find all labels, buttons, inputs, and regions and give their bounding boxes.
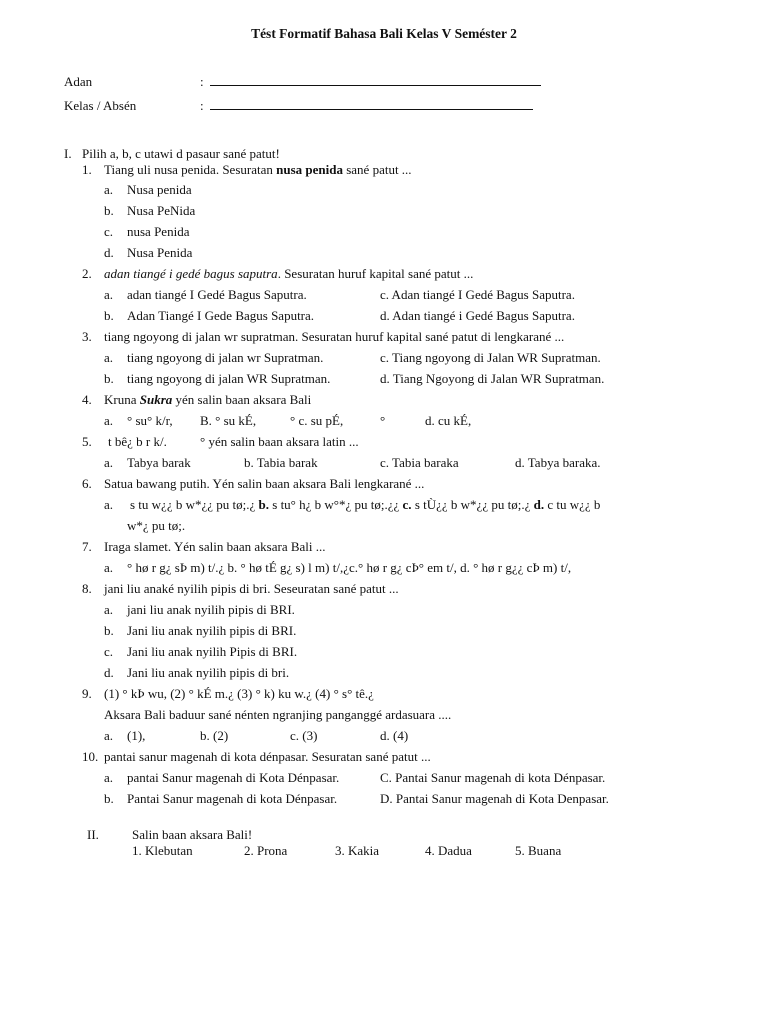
- q10-text: pantai sanur magenah di kota dénpasar. Sesuratan sané patut ...: [104, 749, 431, 764]
- section2-number: II.: [87, 827, 99, 842]
- q1-option-c[interactable]: nusa Penida: [127, 224, 190, 239]
- q4-option-d[interactable]: d. cu kÉ,: [425, 413, 472, 428]
- q3-text: tiang ngoyong di jalan wr supratman. Sesuratan huruf kapital sané patut di lengkarané ...: [104, 329, 565, 344]
- q3-option-c[interactable]: c. Tiang ngoyong di Jalan WR Supratman.: [380, 350, 601, 365]
- q9-script-line: (1) ° kÞ wu, (2) ° kÉ m.¿ (3) ° k) ku w.¿ (4) ° s° tê.¿: [104, 686, 374, 701]
- q1-number: 1.: [82, 162, 92, 177]
- q7-number: 7.: [82, 539, 92, 554]
- q10-number: 10.: [82, 749, 99, 764]
- q5-option-c[interactable]: c. Tabia baraka: [380, 455, 459, 470]
- section1-number: I.: [64, 146, 72, 161]
- option-letter: a.: [104, 287, 114, 302]
- name-field[interactable]: [210, 74, 541, 90]
- option-letter: a.: [104, 455, 114, 470]
- option-letter: d.: [104, 245, 114, 260]
- section2-item: 4. Dadua: [425, 843, 472, 858]
- option-letter: a.: [104, 728, 114, 743]
- q4-number: 4.: [82, 392, 92, 407]
- q2-option-a[interactable]: adan tiangé I Gedé Bagus Saputra.: [127, 287, 307, 302]
- option-letter: b.: [104, 203, 114, 218]
- section1-instruction: Pilih a, b, c utawi d pasaur sané patut!: [82, 146, 280, 161]
- section2-item: 5. Buana: [515, 843, 562, 858]
- q10-option-d[interactable]: D. Pantai Sanur magenah di Kota Denpasar.: [380, 791, 609, 806]
- q8-text: jani liu anaké nyilih pipis di bri. Seseuratan sané patut ...: [104, 581, 399, 596]
- q5-text-script: t bê¿ b r k/.: [108, 434, 167, 449]
- option-letter: c.: [104, 224, 114, 239]
- q5-option-d[interactable]: d. Tabya baraka.: [515, 455, 601, 470]
- option-letter: a.: [104, 497, 114, 512]
- q2-option-c[interactable]: c. Adan tiangé I Gedé Bagus Saputra.: [380, 287, 575, 302]
- q3-option-a[interactable]: tiang ngoyong di jalan wr Supratman.: [127, 350, 324, 365]
- q3-option-d[interactable]: d. Tiang Ngoyong di Jalan WR Supratman.: [380, 371, 605, 386]
- option-letter: b.: [104, 623, 114, 638]
- q7-text: Iraga slamet. Yén salin baan aksara Bali ...: [104, 539, 326, 554]
- q4-option-c[interactable]: ° c. su pÉ,: [290, 413, 344, 428]
- q9-option-c[interactable]: c. (3): [290, 728, 318, 743]
- q5-text: ° yén salin baan aksara latin ...: [200, 434, 359, 449]
- q9-option-a[interactable]: (1),: [127, 728, 146, 743]
- q5-option-a[interactable]: Tabya barak: [127, 455, 191, 470]
- q7-options-line[interactable]: ° hø r g¿ sÞ m) t/.¿ b. ° hø tÉ g¿ s) l m) t/,¿c.° hø r g¿ cÞ° em t/, d. ° hø r g¿¿ cÞ m) t/,: [127, 560, 572, 575]
- q10-option-c[interactable]: C. Pantai Sanur magenah di kota Dénpasar.: [380, 770, 606, 785]
- q4-option-b[interactable]: B. ° su kÉ,: [200, 413, 257, 428]
- q6-options-line2[interactable]: w*¿ pu tø;.: [127, 518, 186, 533]
- section2-item: 3. Kakia: [335, 843, 380, 858]
- option-letter: a.: [104, 602, 114, 617]
- q2-option-d[interactable]: d. Adan tiangé i Gedé Bagus Saputra.: [380, 308, 575, 323]
- class-label: Kelas / Absén: [64, 98, 137, 113]
- q8-option-a[interactable]: jani liu anak nyilih pipis di BRI.: [127, 602, 295, 617]
- class-colon: :: [200, 98, 204, 113]
- option-letter: a.: [104, 560, 114, 575]
- option-letter: b.: [104, 371, 114, 386]
- option-letter: d.: [104, 665, 114, 680]
- q1-option-a[interactable]: Nusa penida: [127, 182, 192, 197]
- section2-item: 1. Klebutan: [132, 843, 193, 858]
- q8-option-c[interactable]: Jani liu anak nyilih Pipis di BRI.: [127, 644, 298, 659]
- section2-item: 2. Prona: [244, 843, 288, 858]
- q4-option-extra: °: [380, 413, 386, 428]
- option-letter: b.: [104, 308, 114, 323]
- option-letter: c.: [104, 644, 114, 659]
- q10-option-a[interactable]: pantai Sanur magenah di Kota Dénpasar.: [127, 770, 340, 785]
- q4-text: Kruna Sukra yén salin baan aksara Bali: [104, 392, 312, 407]
- option-letter: a.: [104, 770, 114, 785]
- q3-number: 3.: [82, 329, 92, 344]
- class-field[interactable]: [210, 98, 533, 114]
- q6-number: 6.: [82, 476, 92, 491]
- q9-text: Aksara Bali baduur sané nénten ngranjing panganggé ardasuara ....: [104, 707, 452, 722]
- option-letter: a.: [104, 413, 114, 428]
- q8-option-d[interactable]: Jani liu anak nyilih pipis di bri.: [127, 665, 290, 680]
- page-title: Tést Formatif Bahasa Bali Kelas V Seméster 2: [251, 26, 517, 41]
- q4-option-a[interactable]: ° su° k/r,: [127, 413, 173, 428]
- q8-option-b[interactable]: Jani liu anak nyilih pipis di BRI.: [127, 623, 297, 638]
- name-colon: :: [200, 74, 204, 89]
- q2-option-b[interactable]: Adan Tiangé I Gede Bagus Saputra.: [127, 308, 315, 323]
- option-letter: a.: [104, 350, 114, 365]
- q9-option-d[interactable]: d. (4): [380, 728, 409, 743]
- q5-option-b[interactable]: b. Tabia barak: [244, 455, 318, 470]
- q1-option-d[interactable]: Nusa Penida: [127, 245, 193, 260]
- section2-instruction: Salin baan aksara Bali!: [132, 827, 253, 842]
- q6-text: Satua bawang putih. Yén salin baan aksara Bali lengkarané ...: [104, 476, 425, 491]
- name-label: Adan: [64, 74, 93, 89]
- q9-option-b[interactable]: b. (2): [200, 728, 229, 743]
- option-letter: a.: [104, 182, 114, 197]
- q1-option-b[interactable]: Nusa PeNida: [127, 203, 196, 218]
- q8-number: 8.: [82, 581, 92, 596]
- q5-number: 5.: [82, 434, 92, 449]
- q2-number: 2.: [82, 266, 92, 281]
- q6-options-line1[interactable]: s tu w¿¿ b w*¿¿ pu tø;.¿ b. s tu° h¿ b w°*¿ pu tø;.¿¿ c. s tÙ¿¿ b w*¿¿ pu tø;.¿ d. c tu w¿¿ b: [130, 497, 601, 512]
- q3-option-b[interactable]: tiang ngoyong di jalan WR Supratman.: [127, 371, 331, 386]
- q2-text: adan tiangé i gedé bagus saputra. Sesuratan huruf kapital sané patut ...: [104, 266, 474, 281]
- option-letter: b.: [104, 791, 114, 806]
- q10-option-b[interactable]: Pantai Sanur magenah di kota Dénpasar.: [127, 791, 338, 806]
- q9-number: 9.: [82, 686, 92, 701]
- q1-text: Tiang uli nusa penida. Sesuratan nusa penida sané patut ...: [104, 162, 412, 177]
